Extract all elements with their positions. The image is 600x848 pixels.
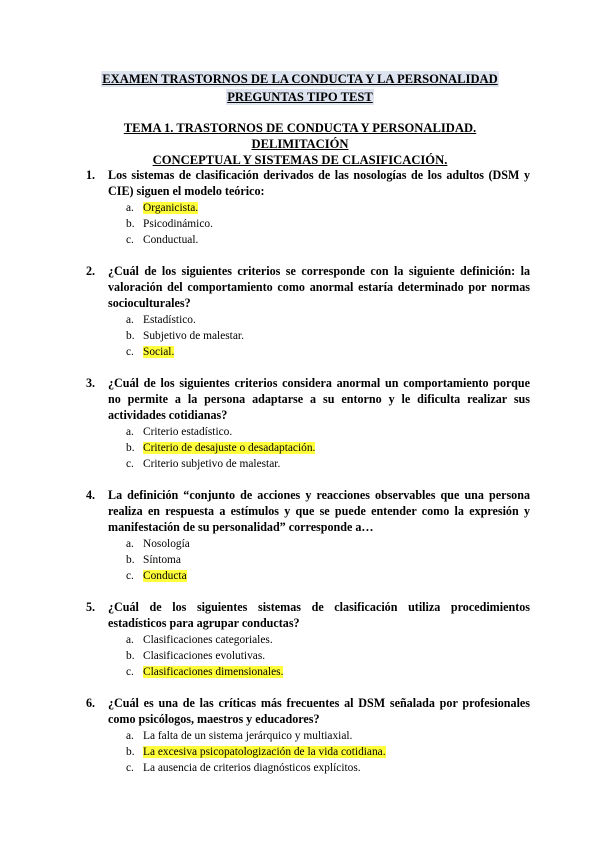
option-letter: b. bbox=[126, 442, 135, 454]
question-2 bbox=[86, 263, 530, 360]
option-c bbox=[86, 664, 530, 680]
option-a bbox=[86, 728, 530, 744]
option-text: Psicodinámico. bbox=[143, 218, 213, 230]
question-5 bbox=[86, 599, 530, 680]
option-letter: c. bbox=[126, 762, 134, 774]
question-stem bbox=[86, 375, 530, 423]
option-b bbox=[86, 440, 530, 456]
option-letter: a. bbox=[126, 426, 134, 438]
option-text: La falta de un sistema jerárquico y multiaxial. bbox=[143, 730, 353, 742]
option-b bbox=[86, 328, 530, 344]
option-letter: b. bbox=[126, 554, 135, 566]
option-text: Nosología bbox=[143, 538, 190, 550]
question-stem bbox=[86, 695, 530, 727]
question-number: 6. bbox=[86, 696, 96, 710]
question-text: ¿Cuál de los siguientes sistemas de clasificación utiliza procedimientos estadísticos para agrupar conductas? bbox=[108, 600, 530, 630]
exam-title-line-2: PREGUNTAS TIPO TEST bbox=[227, 90, 373, 104]
question-stem bbox=[86, 167, 530, 199]
option-text: Estadístico. bbox=[143, 314, 196, 326]
option-letter: b. bbox=[126, 330, 135, 342]
option-a bbox=[86, 536, 530, 552]
option-text-highlighted: La excesiva psicopatologización de la vida cotidiana. bbox=[143, 746, 386, 758]
option-text: Clasificaciones evolutivas. bbox=[143, 650, 266, 662]
option-text-highlighted: Social. bbox=[143, 346, 175, 358]
option-c bbox=[86, 760, 530, 776]
question-number: 4. bbox=[86, 488, 96, 502]
question-number: 5. bbox=[86, 600, 96, 614]
option-list bbox=[86, 728, 530, 776]
option-b bbox=[86, 216, 530, 232]
option-letter: a. bbox=[126, 202, 134, 214]
tema-heading-line-2: CONCEPTUAL Y SISTEMAS DE CLASIFICACIÓN. bbox=[152, 153, 448, 167]
option-text-highlighted: Clasificaciones dimensionales. bbox=[143, 666, 284, 678]
question-1 bbox=[86, 167, 530, 248]
option-text: Síntoma bbox=[143, 554, 181, 566]
option-letter: b. bbox=[126, 218, 135, 230]
tema-heading-line-1: TEMA 1. TRASTORNOS DE CONDUCTA Y PERSONALIDAD. DELIMITACIÓN bbox=[123, 121, 477, 151]
option-letter: b. bbox=[126, 746, 135, 758]
option-text: Criterio estadístico. bbox=[143, 426, 233, 438]
question-stem bbox=[86, 263, 530, 311]
question-6 bbox=[86, 695, 530, 776]
option-list bbox=[86, 536, 530, 584]
question-number: 3. bbox=[86, 376, 96, 390]
option-list bbox=[86, 312, 530, 360]
question-text: ¿Cuál de los siguientes criterios considera anormal un comportamiento porque no permite a la persona adaptarse a su entorno y le dificulta realizar sus actividades cotidianas? bbox=[108, 376, 530, 422]
question-text: Los sistemas de clasificación derivados de las nosologías de los adultos (DSM y CIE) siguen el modelo teórico: bbox=[108, 168, 530, 198]
option-letter: c. bbox=[126, 666, 134, 678]
option-text: Clasificaciones categoriales. bbox=[143, 634, 273, 646]
option-list bbox=[86, 200, 530, 248]
option-list bbox=[86, 632, 530, 680]
tema-heading bbox=[76, 120, 524, 168]
option-letter: c. bbox=[126, 346, 134, 358]
option-c bbox=[86, 568, 530, 584]
option-c bbox=[86, 232, 530, 248]
option-letter: c. bbox=[126, 234, 134, 246]
option-letter: a. bbox=[126, 314, 134, 326]
question-4 bbox=[86, 487, 530, 584]
option-a bbox=[86, 200, 530, 216]
option-b bbox=[86, 552, 530, 568]
option-text: Conductual. bbox=[143, 234, 199, 246]
question-number: 2. bbox=[86, 264, 96, 278]
option-text: La ausencia de criterios diagnósticos explícitos. bbox=[143, 762, 361, 774]
option-a bbox=[86, 312, 530, 328]
question-stem bbox=[86, 599, 530, 631]
option-letter: a. bbox=[126, 634, 134, 646]
option-letter: a. bbox=[126, 730, 134, 742]
question-3 bbox=[86, 375, 530, 472]
option-b bbox=[86, 744, 530, 760]
exam-title-line-1: EXAMEN TRASTORNOS DE LA CONDUCTA Y LA PERSONALIDAD bbox=[102, 72, 498, 86]
exam-title bbox=[0, 70, 600, 106]
option-text-highlighted: Conducta bbox=[143, 570, 187, 582]
option-letter: b. bbox=[126, 650, 135, 662]
option-a bbox=[86, 632, 530, 648]
question-text: ¿Cuál de los siguientes criterios se corresponde con la siguiente definición: la valoración del comportamiento como anormal estaría determinado por normas socioculturales? bbox=[108, 264, 530, 310]
option-letter: a. bbox=[126, 538, 134, 550]
option-c bbox=[86, 456, 530, 472]
option-c bbox=[86, 344, 530, 360]
option-text-highlighted: Criterio de desajuste o desadaptación. bbox=[143, 442, 316, 454]
option-text: Subjetivo de malestar. bbox=[143, 330, 244, 342]
option-letter: c. bbox=[126, 458, 134, 470]
question-text: La definición “conjunto de acciones y reacciones observables que una persona realiza en respuesta a estímulos y que se puede entender como la expresión y manifestación de su personalidad” corresponde a… bbox=[108, 488, 530, 534]
option-a bbox=[86, 424, 530, 440]
option-text: Criterio subjetivo de malestar. bbox=[143, 458, 281, 470]
question-number: 1. bbox=[86, 168, 96, 182]
option-b bbox=[86, 648, 530, 664]
option-letter: c. bbox=[126, 570, 134, 582]
option-text-highlighted: Organicista. bbox=[143, 202, 199, 214]
question-text: ¿Cuál es una de las críticas más frecuentes al DSM señalada por profesionales como psicólogos, maestros y educadores? bbox=[108, 696, 530, 726]
question-stem bbox=[86, 487, 530, 535]
option-list bbox=[86, 424, 530, 472]
